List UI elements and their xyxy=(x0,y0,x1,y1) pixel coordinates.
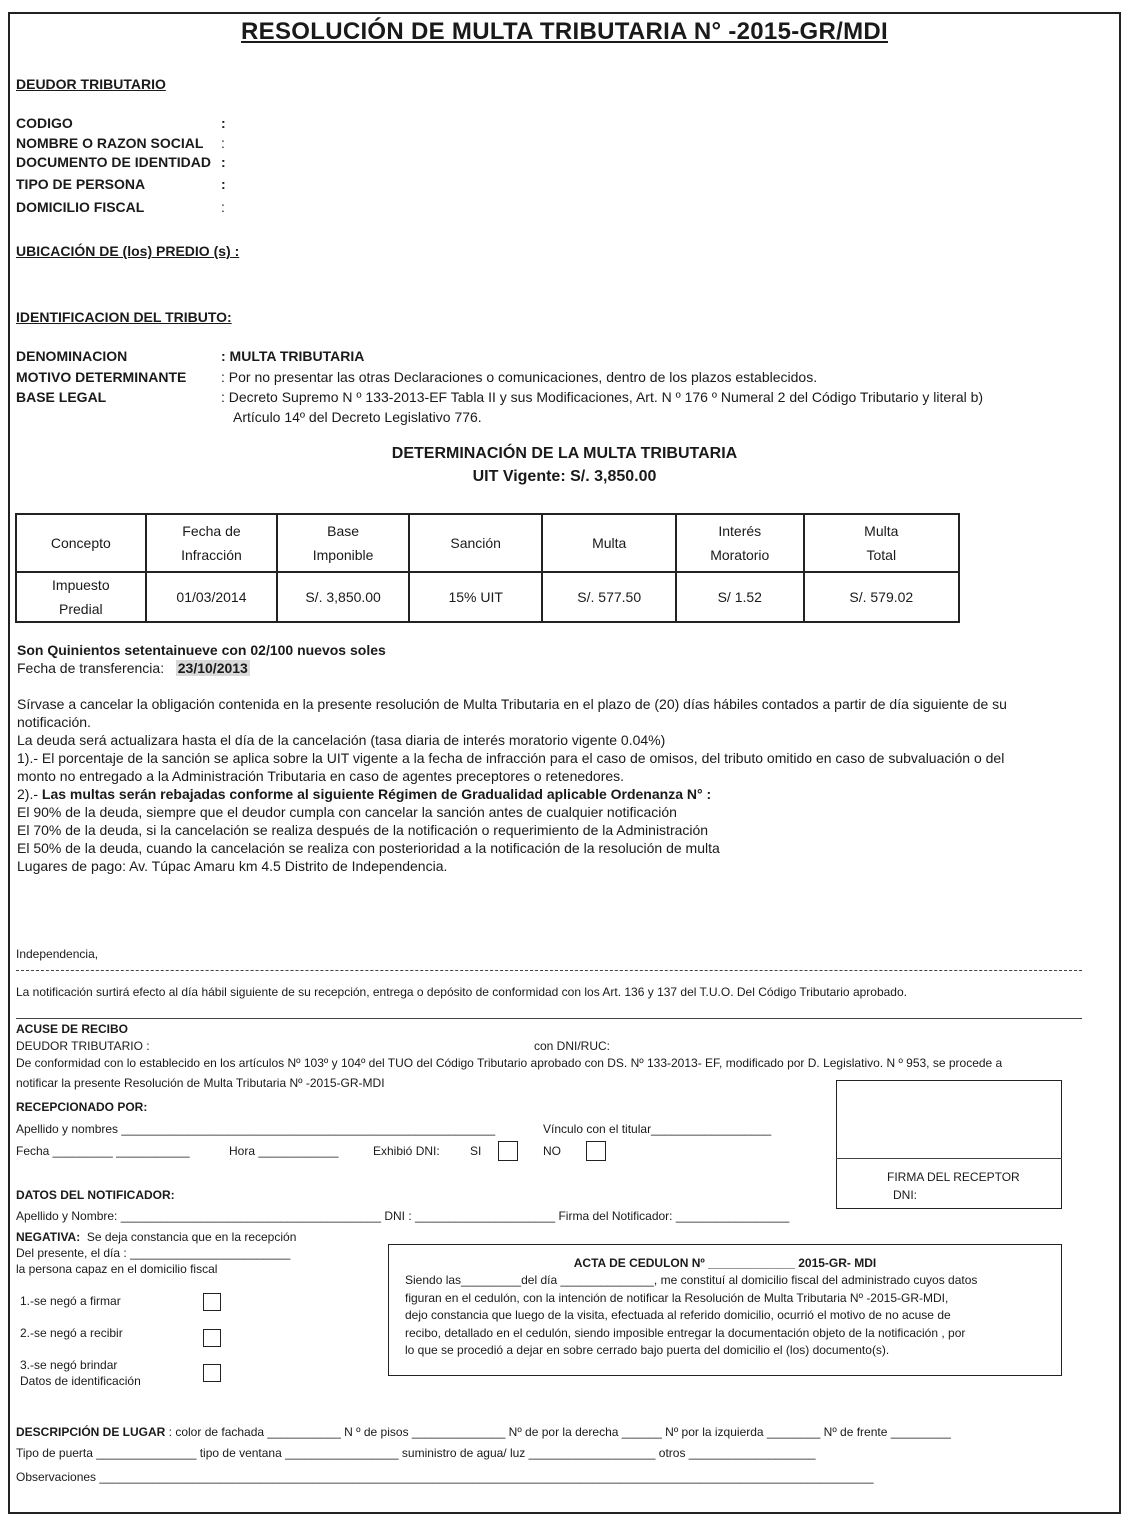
tributo-heading: IDENTIFICACION DEL TRIBUTO: xyxy=(16,309,232,325)
field-sep-tipo-persona: : xyxy=(221,176,226,192)
lugar-fecha: Independencia, xyxy=(16,947,99,961)
field-label-tipo-persona: TIPO DE PERSONA xyxy=(16,176,146,192)
ubicacion-heading: UBICACIÓN DE (los) PREDIO (s) : xyxy=(16,243,240,259)
negativa-texto-3: la persona capaz en el domicilio fiscal xyxy=(16,1262,218,1276)
cuerpo-p5: El 90% de la deuda, siempre que el deudor cumpla con cancelar la sanción antes de cualquier notificación xyxy=(17,804,677,820)
field-sep-documento: : xyxy=(221,154,226,170)
negativa-item-3-label-2: Datos de identificación xyxy=(20,1374,141,1388)
observaciones-line: Observaciones ____________________________________________________________________________________________________________________ xyxy=(16,1470,874,1484)
table-header-row xyxy=(16,514,959,572)
field-label-documento: DOCUMENTO DE IDENTIDAD xyxy=(16,154,211,170)
cell-fecha: 01/03/2014 xyxy=(146,572,278,622)
field-sep-codigo: : xyxy=(221,115,226,131)
denominacion-value: : MULTA TRIBUTARIA xyxy=(221,348,365,364)
cuerpo-p2: La deuda será actualizara hasta el día de la cancelación (tasa diaria de interés moratorio vigente 0.04%) xyxy=(17,732,666,748)
cuerpo-texto xyxy=(17,695,1112,875)
cuerpo-p1b: notificación. xyxy=(17,714,91,730)
uit-vigente: UIT Vigente: S/. 3,850.00 xyxy=(472,468,657,485)
acuse-dni-ruc: con DNI/RUC: xyxy=(534,1039,611,1053)
field-label-codigo: CODIGO xyxy=(16,115,73,131)
motivo-value: : Por no presentar las otras Declaraciones o comunicaciones, dentro de los plazos establecidos. xyxy=(221,369,818,385)
col-header-base: Base Imponible xyxy=(277,514,409,572)
negativa-texto-2: Del presente, el día : ________________________ xyxy=(16,1246,291,1260)
dashed-divider xyxy=(16,970,1082,971)
acta-line: dejo constancia que luego de la visita, efectuada al referido domicilio, ocurrió el motivo de no acuse de xyxy=(405,1308,951,1322)
negativa-item-3-checkbox[interactable] xyxy=(203,1364,221,1382)
col-header-multa: Multa xyxy=(542,514,676,572)
dni-no-label: NO xyxy=(543,1144,561,1158)
cuerpo-p4-prefix: 2).- xyxy=(17,786,42,802)
table-row xyxy=(16,572,959,622)
cell-total: S/. 579.02 xyxy=(804,572,959,622)
recepcionado-hora: Hora ____________ xyxy=(229,1144,339,1158)
dni-si-checkbox[interactable] xyxy=(498,1141,518,1161)
document-title: RESOLUCIÓN DE MULTA TRIBUTARIA N° -2015-GR/MDI xyxy=(241,18,888,45)
base-legal-value-2: Artículo 14º del Decreto Legislativo 776. xyxy=(233,409,482,425)
acta-title: ACTA DE CEDULON Nº _____________ 2015-GR- MDI xyxy=(573,1256,877,1270)
acta-line: lo que se procedió a dejar en sobre cerrado bajo puerta del domicilio el (los) documento(s). xyxy=(405,1343,890,1357)
fecha-transferencia xyxy=(17,660,250,676)
acuse-conformidad-2: notificar la presente Resolución de Multa Tributaria Nº -2015-GR-MDI xyxy=(16,1076,385,1090)
cuerpo-p4-bold: Las multas serán rebajadas conforme al siguiente Régimen de Gradualidad aplicable Ordenanza N° : xyxy=(41,786,712,802)
acta-line: recibo, detallado en el cedulón, siendo imposible entregar la documentación objeto de la notificación , por xyxy=(405,1325,966,1340)
cuerpo-p6: El 70% de la deuda, si la cancelación se realiza después de la notificación o requerimiento de la Administración xyxy=(17,822,709,838)
col-header-total: Multa Total xyxy=(804,514,959,572)
dni-si-label: SI xyxy=(470,1144,482,1158)
negativa-item-2-label: 2.-se negó a recibir xyxy=(20,1326,123,1340)
col-header-concepto: Concepto xyxy=(16,514,146,572)
exhibio-dni-label: Exhibió DNI: xyxy=(373,1144,440,1158)
cell-sancion: 15% UIT xyxy=(409,572,543,622)
deudor-heading: DEUDOR TRIBUTARIO xyxy=(16,76,166,92)
col-header-sancion: Sanción xyxy=(409,514,543,572)
nota-notificacion: La notificación surtirá efecto al día hábil siguiente de su recepción, entrega o depósito de conformidad con los Art. 136 y 137 del T.U.O. Del Código Tributario aprobado. xyxy=(16,985,907,999)
field-label-nombre: NOMBRE O RAZON SOCIAL xyxy=(16,135,204,151)
acta-line: figuran en el cedulón, con la intención de notificar la Resolución de Multa Tributaria Nº -2015-GR-MDI, xyxy=(405,1290,949,1305)
monto-en-letras: Son Quinientos setentainueve con 02/100 nuevos soles xyxy=(17,642,386,658)
firma-receptor-box[interactable] xyxy=(836,1080,1062,1209)
negativa-heading: NEGATIVA: xyxy=(16,1230,81,1244)
solid-divider xyxy=(16,1018,1082,1019)
acuse-heading: ACUSE DE RECIBO xyxy=(16,1022,129,1036)
acta-line: Siendo las_________del día ______________, me constituí al domicilio fiscal del administrado cuyos datos xyxy=(405,1273,978,1287)
transferencia-label: Fecha de transferencia: xyxy=(17,660,165,676)
acuse-conformidad-1: De conformidad con lo establecido en los artículos Nº 103º y 104º del TUO del Código Tributario aprobado con DS. Nº 133-2013- EF, modificado por D. Legislativo. N º 953, se procede a xyxy=(16,1056,1003,1070)
negativa-texto-1: Se deja constancia que en la recepción xyxy=(86,1230,297,1244)
field-label-domicilio: DOMICILIO FISCAL xyxy=(16,199,145,215)
motivo-label: MOTIVO DETERMINANTE xyxy=(16,369,187,385)
col-header-interes: Interés Moratorio xyxy=(676,514,804,572)
recepcionado-apellido: Apellido y nombres ________________________________________________________ xyxy=(16,1122,496,1136)
negativa-item-2-checkbox[interactable] xyxy=(203,1329,221,1347)
field-sep-domicilio: : xyxy=(221,199,225,215)
multa-table xyxy=(15,513,960,623)
transferencia-value: 23/10/2013 xyxy=(177,660,248,676)
descripcion-heading: DESCRIPCIÓN DE LUGAR xyxy=(16,1425,166,1439)
acta-body xyxy=(405,1272,1047,1360)
acuse-deudor: DEUDOR TRIBUTARIO : xyxy=(16,1039,150,1053)
field-sep-nombre: : xyxy=(221,135,225,151)
dni-no-checkbox[interactable] xyxy=(586,1141,606,1161)
descripcion-line-1 xyxy=(16,1425,951,1439)
negativa-line-1 xyxy=(16,1230,296,1244)
cell-concepto: Impuesto Predial xyxy=(16,572,146,622)
cuerpo-p1a: Sírvase a cancelar la obligación contenida en la presente resolución de Multa Tributaria en el plazo de (20) días hábiles contados a partir de día siguiente de su xyxy=(17,696,1007,712)
cuerpo-p3a: 1).- El porcentaje de la sanción se aplica sobre la UIT vigente a la fecha de infracción para el caso de omisos, del tributo omitido en caso de subvaluación o del xyxy=(17,750,1005,766)
base-legal-label: BASE LEGAL xyxy=(16,389,107,405)
notificador-linea: Apellido y Nombre: _______________________________________ DNI : _____________________ Firma del Notificador: _________________ xyxy=(16,1209,790,1223)
negativa-item-1-label: 1.-se negó a firmar xyxy=(20,1294,121,1308)
cell-base: S/. 3,850.00 xyxy=(277,572,409,622)
recepcionado-fecha: Fecha _________ ___________ xyxy=(16,1144,190,1158)
cuerpo-p4 xyxy=(17,785,1112,803)
firma-receptor-label: FIRMA DEL RECEPTOR xyxy=(887,1170,1020,1184)
determinacion-title: DETERMINACIÓN DE LA MULTA TRIBUTARIA xyxy=(391,445,738,462)
firma-receptor-divider xyxy=(836,1158,1062,1159)
recepcionado-vinculo: Vínculo con el titular__________________ xyxy=(543,1122,772,1136)
descripcion-line-2: Tipo de puerta _______________ tipo de ventana _________________ suministro de agua/ luz ___________________ otros ___________________ xyxy=(16,1446,816,1460)
cell-multa: S/. 577.50 xyxy=(542,572,676,622)
cell-interes: S/ 1.52 xyxy=(676,572,804,622)
base-legal-value-1: : Decreto Supremo N º 133-2013-EF Tabla II y sus Modificaciones, Art. N º 176 º Numeral 2 del Código Tributario y literal b) xyxy=(221,389,984,405)
negativa-item-3-label: 3.-se negó brindar xyxy=(20,1358,118,1372)
cuerpo-p8: Lugares de pago: Av. Túpac Amaru km 4.5 Distrito de Independencia. xyxy=(17,858,448,874)
col-header-fecha: Fecha de Infracción xyxy=(146,514,278,572)
firma-receptor-dni: DNI: xyxy=(893,1188,917,1202)
notificador-heading: DATOS DEL NOTIFICADOR: xyxy=(16,1188,175,1202)
denominacion-label: DENOMINACION xyxy=(16,348,128,364)
recepcionado-heading: RECEPCIONADO POR: xyxy=(16,1100,148,1114)
cuerpo-p3b: monto no entregado a la Administración Tributaria en caso de agentes preceptores o retenedores. xyxy=(17,768,625,784)
descripcion-texto-1: : color de fachada ___________ N º de pisos ______________ Nº de por la derecha ______ Nº por la izquierda ________ Nº de frente _________ xyxy=(165,1425,951,1439)
cuerpo-p7: El 50% de la deuda, cuando la cancelación se realiza con posterioridad a la notificación de la resolución de multa xyxy=(17,840,720,856)
negativa-item-1-checkbox[interactable] xyxy=(203,1293,221,1311)
